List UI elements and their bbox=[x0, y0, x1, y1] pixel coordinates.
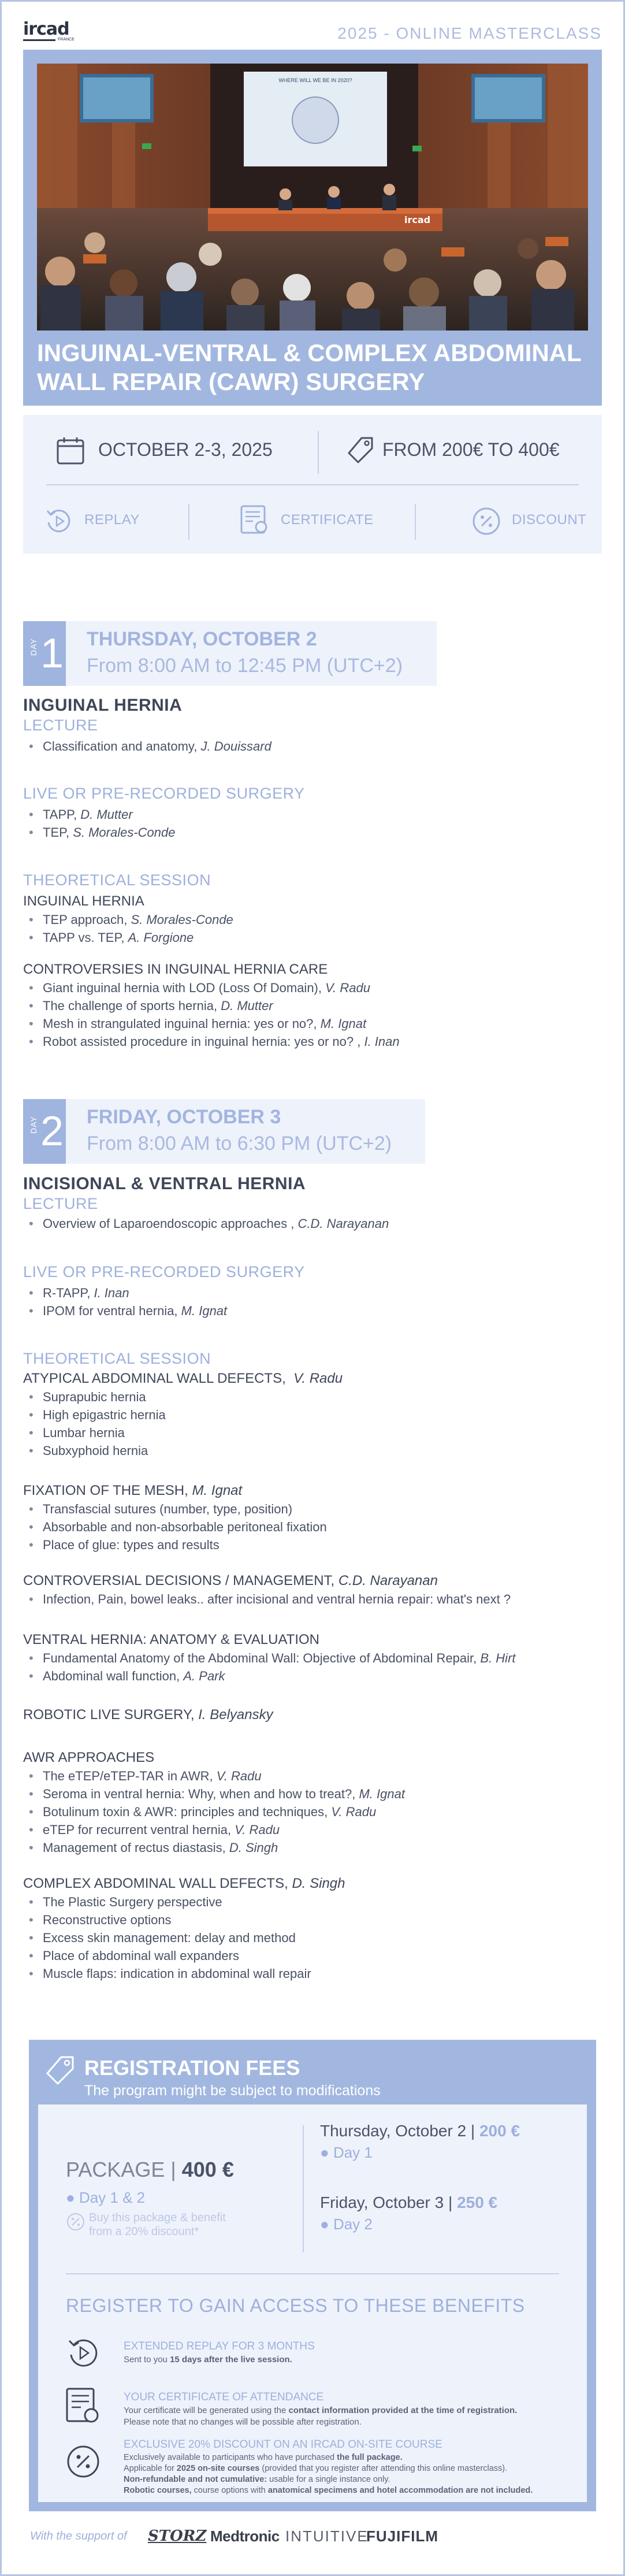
list-item: • Muscle flaps: indication in abdominal wall repair bbox=[28, 1965, 311, 1983]
screen-text: WHERE WILL WE BE IN 2020? bbox=[278, 77, 352, 83]
list-item: • Suprapubic hernia bbox=[28, 1388, 166, 1406]
discount-icon bbox=[66, 2212, 85, 2232]
list-item: • Absorbable and non-absorbable peritoneal fixation bbox=[28, 1518, 327, 1536]
sponsor-fujifilm: FUJIFILM bbox=[366, 2527, 438, 2545]
day1-topic-controversies: CONTROVERSIES IN INGUINAL HERNIA CARE bbox=[23, 962, 328, 977]
day2-topic-atypical: ATYPICAL ABDOMINAL WALL DEFECTS, V. Radu bbox=[23, 1371, 343, 1386]
list-item: • R-TAPP, I. Inan bbox=[28, 1284, 227, 1302]
discount-icon bbox=[66, 2444, 101, 2479]
day1-theory-label: THEORETICAL SESSION bbox=[23, 871, 211, 889]
list-item: • TAPP, D. Mutter bbox=[28, 806, 176, 823]
day2-live-label: LIVE OR PRE-RECORDED SURGERY bbox=[23, 1263, 305, 1280]
day2-complex-list bbox=[28, 1893, 311, 1983]
day1-lecture-label: LECTURE bbox=[23, 717, 98, 734]
feature-certificate: CERTIFICATE bbox=[281, 512, 374, 528]
list-item: • Overview of Laparoendoscopic approaches , C.D. Narayanan bbox=[28, 1215, 389, 1233]
list-item: • Place of abdominal wall expanders bbox=[28, 1947, 311, 1965]
day1-price: Thursday, October 2 | 200 € bbox=[320, 2122, 520, 2140]
list-item: • Fundamental Anatomy of the Abdominal Wall: Objective of Abdominal Repair, B. Hirt bbox=[28, 1649, 516, 1667]
day2-time: From 8:00 AM to 6:30 PM (UTC+2) bbox=[87, 1133, 392, 1155]
day2-theory-label: THEORETICAL SESSION bbox=[23, 1350, 211, 1367]
benefits-title: REGISTER TO GAIN ACCESS TO THESE BENEFITS bbox=[66, 2295, 525, 2316]
benefit-replay-text: Sent to you 15 days after the live session. bbox=[124, 2355, 292, 2365]
price-range: FROM 200€ TO 400€ bbox=[382, 439, 560, 460]
support-label: With the support of bbox=[30, 2530, 127, 2542]
list-item: • High epigastric hernia bbox=[28, 1406, 166, 1424]
day2-header: DAY 2 FRIDAY, OCTOBER 3 From 8:00 AM to 6:30 PM (UTC+2) bbox=[23, 1099, 425, 1164]
list-item: • Robot assisted procedure in inguinal hernia: yes or no? , I. Inan bbox=[28, 1033, 400, 1051]
replay-icon bbox=[66, 2336, 101, 2370]
list-item: • Place of glue: types and results bbox=[28, 1536, 327, 1554]
benefit-discount-text: Exclusively available to participants who have purchased the full package. Applicable for 2025 on-site courses (provided that you register after attending this online masterclass). Non-refundable and not cumulative: usable for a single instance only. Robotic courses, course options with anatomical specimens and hotel accommodation are not included. bbox=[124, 2453, 533, 2495]
sponsor-storz: STORZ bbox=[148, 2527, 207, 2545]
list-item: • IPOM for ventral hernia, M. Ignat bbox=[28, 1302, 227, 1320]
day2-awr-list bbox=[28, 1767, 405, 1857]
day1-number: 1 bbox=[40, 630, 64, 677]
discount-icon bbox=[471, 506, 501, 536]
feature-replay: REPLAY bbox=[84, 512, 140, 528]
masterclass-label: 2025 - ONLINE MASTERCLASS bbox=[337, 24, 602, 42]
day2-contro-list bbox=[28, 1590, 511, 1608]
day1-lecture-list bbox=[28, 737, 271, 755]
registration-note: The program might be subject to modifications bbox=[84, 2083, 381, 2099]
day2-title: FRIDAY, OCTOBER 3 bbox=[87, 1106, 281, 1128]
package-days: ● Day 1 & 2 bbox=[66, 2189, 146, 2206]
day1-time: From 8:00 AM to 12:45 PM (UTC+2) bbox=[87, 655, 403, 677]
list-item: • Reconstructive options bbox=[28, 1911, 311, 1929]
info-panel bbox=[23, 415, 602, 554]
day2-topic-awr: AWR APPROACHES bbox=[23, 1750, 155, 1765]
day1-live-list bbox=[28, 806, 176, 841]
list-item: • Giant inguinal hernia with LOD (Loss Of Domain), V. Radu bbox=[28, 979, 400, 997]
day2-topic-anatomy: VENTRAL HERNIA: ANATOMY & EVALUATION bbox=[23, 1632, 320, 1647]
registration-content bbox=[38, 2104, 587, 2502]
list-item: • The challenge of sports hernia, D. Mutter bbox=[28, 997, 400, 1015]
day1-price-sub: ● Day 1 bbox=[320, 2144, 373, 2161]
conference-photo bbox=[37, 64, 588, 331]
package-price: PACKAGE | 400 € bbox=[66, 2158, 234, 2181]
price-tag-icon bbox=[44, 2055, 76, 2087]
list-item: • TEP, S. Morales-Conde bbox=[28, 823, 176, 841]
day1-topic1-list bbox=[28, 911, 233, 946]
day2-atypical-list bbox=[28, 1388, 166, 1460]
hero-title: INGUINAL-VENTRAL & COMPLEX ABDOMINAL WALL REPAIR (CAWR) SURGERY bbox=[37, 339, 582, 395]
day2-topic-controversial: CONTROVERSIAL DECISIONS / MANAGEMENT, C.D. Narayanan bbox=[23, 1573, 438, 1588]
calendar-icon bbox=[55, 436, 85, 466]
sponsor-intuitive: INTUITIVE bbox=[285, 2527, 369, 2545]
day2-anatomy-list bbox=[28, 1649, 516, 1685]
list-item: • The eTEP/eTEP-TAR in AWR, V. Radu bbox=[28, 1767, 405, 1785]
list-item: • Mesh in strangulated inguinal hernia: yes or no?, M. Ignat bbox=[28, 1015, 400, 1033]
day2-fixation-list bbox=[28, 1500, 327, 1554]
list-item: • Seroma in ventral hernia: Why, when and how to treat?, M. Ignat bbox=[28, 1785, 405, 1803]
benefit-discount-title: EXCLUSIVE 20% DISCOUNT ON AN IRCAD ON-SITE COURSE bbox=[124, 2438, 442, 2451]
list-item: • Management of rectus diastasis, D. Singh bbox=[28, 1839, 405, 1857]
feature-discount: DISCOUNT bbox=[512, 512, 587, 528]
day2-topic-robotic: ROBOTIC LIVE SURGERY, I. Belyansky bbox=[23, 1707, 273, 1723]
day2-lecture-list bbox=[28, 1215, 389, 1233]
list-item: • Botulinum toxin & AWR: principles and techniques, V. Radu bbox=[28, 1803, 405, 1821]
day1-title: THURSDAY, OCTOBER 2 bbox=[87, 628, 317, 650]
podium-logo: ircad bbox=[404, 214, 431, 225]
day2-price-sub: ● Day 2 bbox=[320, 2215, 373, 2233]
event-date: OCTOBER 2-3, 2025 bbox=[98, 439, 273, 460]
day1-topic2-list bbox=[28, 979, 400, 1051]
list-item: • Abdominal wall function, A. Park bbox=[28, 1667, 516, 1685]
list-item: • Transfascial sutures (number, type, position) bbox=[28, 1500, 327, 1518]
benefit-replay-title: EXTENDED REPLAY FOR 3 MONTHS bbox=[124, 2340, 315, 2352]
list-item: • The Plastic Surgery perspective bbox=[28, 1893, 311, 1911]
replay-icon bbox=[44, 506, 74, 536]
day2-number: 2 bbox=[40, 1108, 64, 1155]
list-item: • eTEP for recurrent ventral hernia, V. Radu bbox=[28, 1821, 405, 1839]
package-discount-note: Buy this package & benefit from a 20% discount* bbox=[89, 2211, 226, 2238]
list-item: • Infection, Pain, bowel leaks.. after incisional and ventral hernia repair: what's next ? bbox=[28, 1590, 511, 1608]
list-item: • Classification and anatomy, J. Douissard bbox=[28, 737, 271, 755]
sponsor-medtronic: Medtronic bbox=[210, 2527, 280, 2545]
day2-price: Friday, October 3 | 250 € bbox=[320, 2193, 498, 2211]
registration-title: REGISTRATION FEES bbox=[84, 2056, 300, 2080]
day2-section-title: INCISIONAL & VENTRAL HERNIA bbox=[23, 1174, 306, 1193]
hero-banner bbox=[23, 50, 602, 406]
price-tag-icon bbox=[345, 436, 375, 466]
day1-header: DAY 1 THURSDAY, OCTOBER 2 From 8:00 AM to 12:45 PM (UTC+2) bbox=[23, 621, 437, 686]
day1-section-title: INGUINAL HERNIA bbox=[23, 696, 183, 715]
registration-panel bbox=[29, 2040, 596, 2511]
benefit-certificate-title: YOUR CERTIFICATE OF ATTENDANCE bbox=[124, 2391, 324, 2403]
list-item: • TEP approach, S. Morales-Conde bbox=[28, 911, 233, 929]
day2-live-list bbox=[28, 1284, 227, 1320]
day2-lecture-label: LECTURE bbox=[23, 1195, 98, 1212]
day1-topic-inguinal: INGUINAL HERNIA bbox=[23, 893, 144, 909]
certificate-icon bbox=[64, 2386, 102, 2428]
benefit-certificate-text: Your certificate will be generated using the contact information provided at the time of registration. Please note that no changes will be possible after registration. bbox=[124, 2406, 518, 2427]
certificate-icon bbox=[238, 504, 270, 537]
list-item: • Excess skin management: delay and method bbox=[28, 1929, 311, 1947]
list-item: • Lumbar hernia bbox=[28, 1424, 166, 1442]
day2-topic-fixation: FIXATION OF THE MESH, M. Ignat bbox=[23, 1483, 243, 1498]
list-item: • TAPP vs. TEP, A. Forgione bbox=[28, 929, 233, 946]
list-item: • Subxyphoid hernia bbox=[28, 1442, 166, 1460]
day1-live-label: LIVE OR PRE-RECORDED SURGERY bbox=[23, 785, 305, 802]
day2-topic-complex: COMPLEX ABDOMINAL WALL DEFECTS, D. Singh bbox=[23, 1876, 345, 1891]
ircad-logo: ircad FRANCE bbox=[23, 19, 75, 42]
